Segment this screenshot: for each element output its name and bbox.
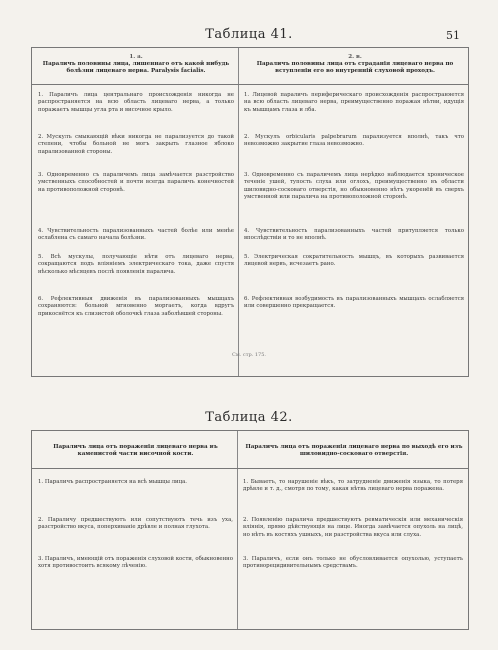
table-42-left-item-1: 1. Параличъ распространяется на всѣ мышцы лица.	[38, 479, 188, 485]
column-title: Параличъ половины лица, лишеннаго отъ какой нибудь болѣзни лицеваго нерва. Paralysis facialis.	[42, 61, 230, 74]
table-41-left-item-4: 4. Чувствительность парализованныхъ частей болѣе или менѣе ослаблена съ самаго начала болѣзни.	[38, 228, 234, 242]
header-divider	[32, 468, 468, 469]
header-divider	[32, 84, 468, 85]
table-42-right-item-3: 3. Параличъ, если онъ только не обусловливается опухолью, уступаетъ противорецидивительнымъ средствамъ.	[243, 556, 463, 570]
table-41	[31, 47, 469, 377]
table-42-title: Таблица 42.	[205, 410, 293, 425]
table-41-left-item-6: 6. Рефлективныя движенія въ парализованныхъ мышцахъ сохраняются: больной мгновенно моргаетъ, когда вдругъ прикоснётся къ слизистой оболочкѣ глаза заболѣвшей стороны.	[38, 296, 234, 317]
column-divider	[238, 48, 239, 376]
table-42-left-item-3: 3. Параличъ, имеющій отъ пораженія слуховой кости, обыкновенно хотя противостоитъ всякому лѣченію.	[38, 556, 233, 570]
table-41-left-item-3: 3. Одновременно съ параличемъ лица замѣчается разстройство умственныхъ способностей и почти всегда параличъ конечностей на противоположной сторонѣ.	[38, 172, 234, 193]
table-42-right-header: Параличъ лица отъ пораженія лицеваго нерва по выходѣ его изъ шиловидно-сосковаго отверстія.	[245, 444, 463, 457]
table-42-right-item-1: 1. Бываетъ, то нарушеніе вѣкъ, то затрудненіе движенія языка, то потеря дрѣвле и т. д., смотря по тому, какая нѣтвь лицеваго нерва поражена.	[243, 479, 463, 493]
table-41-title: Таблица 41.	[205, 27, 293, 42]
table-42-right-item-2: 2. Появленію паралича предшествуютъ ревматическія или механическія вліянія, прямо дѣйствующія на лице. Иногда замѣчается опухоль на лицѣ, но нѣтъ въ костяхъ ушныхъ, ни разстройства вкуса или слуха.	[243, 517, 463, 538]
table-41-right-item-2: 2. Мускулъ orbicularis palpebrarum парализуется вполнѣ, такъ что невозможно закрытие глаза невозможно.	[244, 134, 464, 148]
table-41-left-header	[38, 54, 234, 75]
table-41-right-item-1: 1. Лицевой параличъ периферическаго происхожденія распространяется на всю область лицеваго нерва, преимущественно поражая нѣтви, идущія къ мышцамъ глаза и лба.	[244, 92, 464, 113]
column-number: 1. a.	[129, 54, 143, 60]
table-42-left-item-2: 2. Параличу предшествуютъ или сопутствуютъ течь изъ уха, разстройство вкуса, поперхиваніе дрѣвле и полная глухота.	[38, 517, 233, 531]
table-41-right-item-3: 3. Одновременно съ параличемъ лица нерѣдко наблюдается хроническое теченіе ушей, тупость слуха или оглохъ, преимущественно въ области шиловидно-сосковаго отверстія, но обыкновенно нѣтъ укоренёй въ сверхъ умственной или паралича на противоположной сторонѣ.	[244, 172, 464, 201]
page-number: 51	[446, 29, 460, 42]
table-42-left-header: Параличъ лица отъ пораженія лицеваго нерва въ каменистой части височной кости.	[53, 444, 218, 457]
column-divider	[237, 431, 238, 629]
footnote: См. стр. 175.	[232, 352, 266, 358]
table-41-right-item-6: 6. Рефлективная возбудимость въ парализованныхъ мышцахъ ослабляется или совершенно прекращается.	[244, 296, 464, 310]
column-title: Параличъ половины лица отъ страданія лицеваго нерва по вступленіи его во внутренній слуховой проходъ.	[256, 61, 454, 74]
table-41-left-item-5: 5. Всѣ мускулы, получающіе нѣти отъ лицеваго нерва, сокращаются подъ вліяніемъ электрическаго тока, даже спустя нѣсколько мѣсяцевъ послѣ появленія паралича.	[38, 254, 234, 275]
table-41-right-item-4: 4. Чувствительность парализованныхъ частей притупляется только впослѣдствіи и то не вполнѣ.	[244, 228, 464, 242]
table-41-left-item-1: 1. Параличъ лица центральнаго происхожденія никогда не распространяется на всю область лицеваго нерва, а только поражаетъ мышцы угла рта и височное крыло.	[38, 92, 234, 113]
table-42	[31, 430, 469, 630]
table-41-right-item-5: 5. Электрическая сократительность мышцъ, въ которыхъ развивается лицевой нервъ, исчезаетъ рано.	[244, 254, 464, 268]
column-number: 2. в.	[348, 54, 362, 60]
table-41-right-header	[244, 54, 466, 75]
table-41-left-item-2: 2. Мускулъ смыкающій вѣки никогда не парализуется до такой степени, чтобы больной не могъ закрыть глазное яблоко парализованной стороны.	[38, 134, 234, 155]
